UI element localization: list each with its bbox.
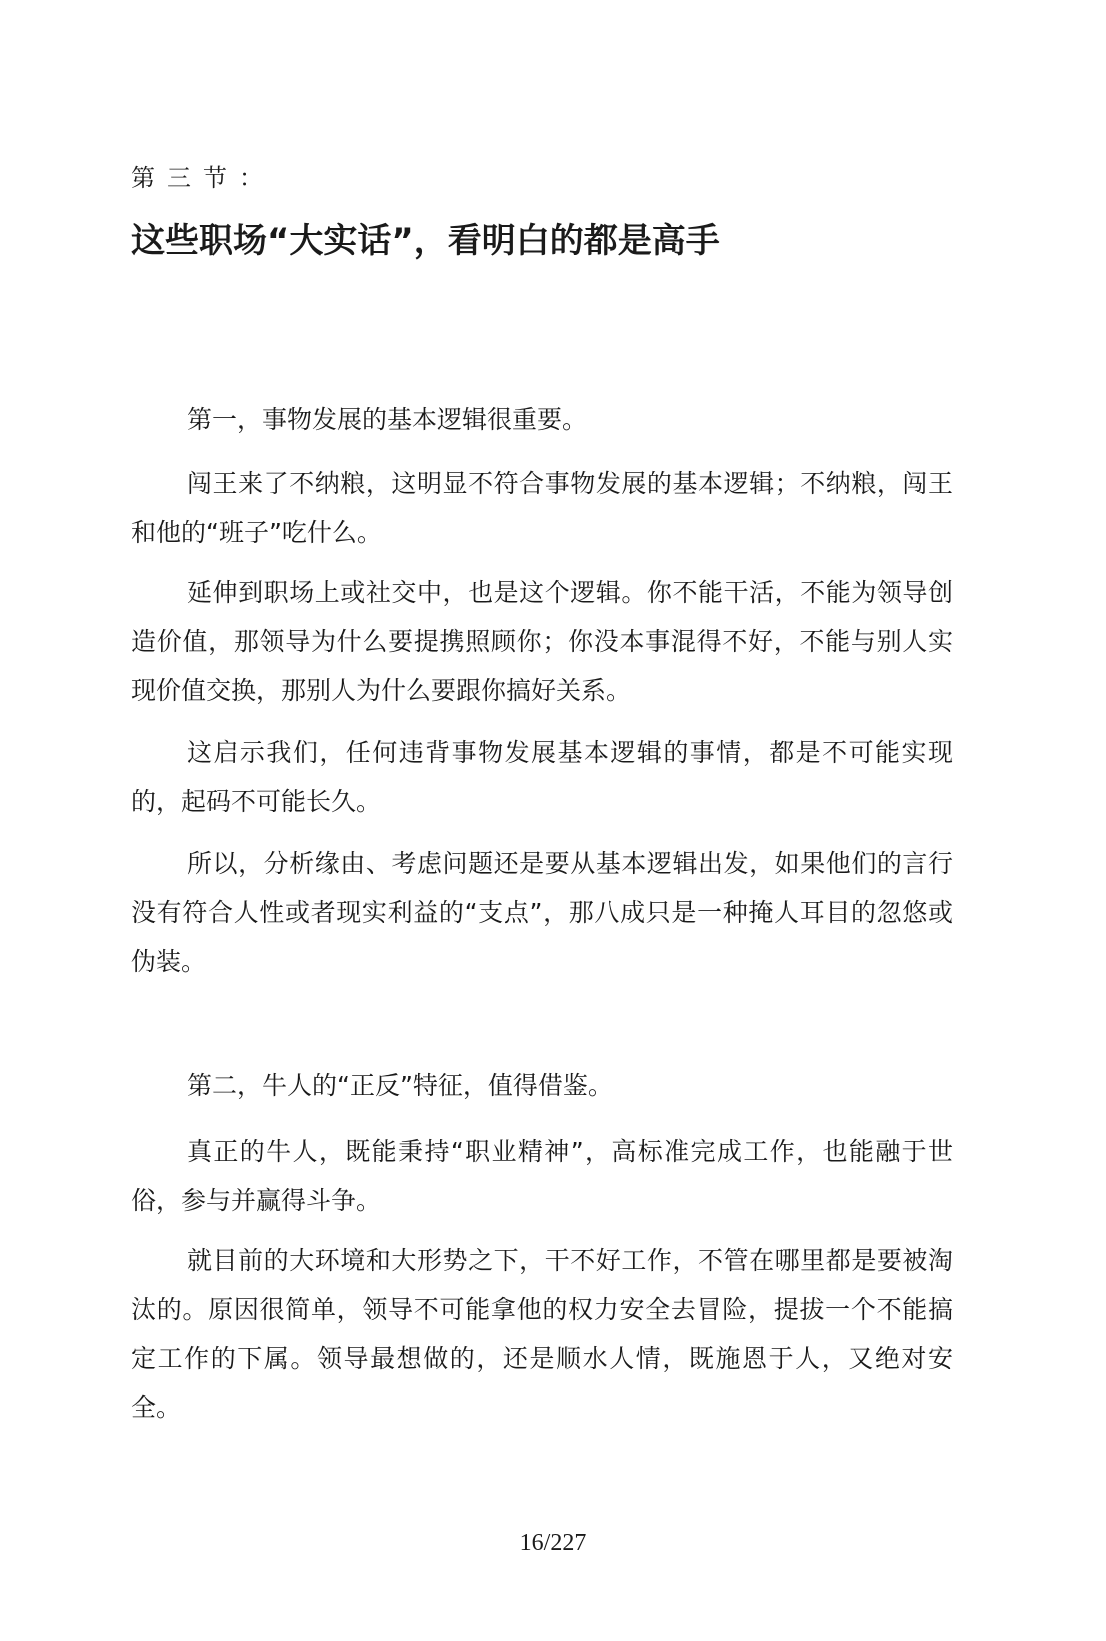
paragraph: 这启示我们，任何违背事物发展基本逻辑的事情，都是不可能实现的，起码不可能长久。 xyxy=(131,738,953,816)
section-label: 第三节： xyxy=(131,164,275,192)
paragraph: 所以，分析缘由、考虑问题还是要从基本逻辑出发，如果他们的言行没有符合人性或者现实利益的“支点”，那八成只是一种掩人耳目的忽悠或伪装。 xyxy=(131,849,953,976)
paragraph: 真正的牛人，既能秉持“职业精神”，高标准完成工作，也能融于世俗，参与并赢得斗争。 xyxy=(131,1137,953,1215)
section-title: 这些职场“大实话”，看明白的都是高手 xyxy=(131,221,720,261)
page-number: 16/227 xyxy=(519,1530,587,1556)
paragraph-heading-2: 第二，牛人的“正反”特征，值得借鉴。 xyxy=(187,1071,613,1100)
paragraph-heading-1: 第一，事物发展的基本逻辑很重要。 xyxy=(187,405,588,434)
paragraph: 就目前的大环境和大形势之下，干不好工作，不管在哪里都是要被淘汰的。原因很简单，领导不可能拿他的权力安全去冒险，提拔一个不能搞定工作的下属。领导最想做的，还是顺水人情，既施恩于人，又绝对安全。 xyxy=(131,1246,953,1422)
paragraph: 延伸到职场上或社交中，也是这个逻辑。你不能干活，不能为领导创造价值，那领导为什么要提携照顾你；你没本事混得不好，不能与别人实现价值交换，那别人为什么要跟你搞好关系。 xyxy=(131,578,953,705)
paragraph: 闯王来了不纳粮，这明显不符合事物发展的基本逻辑；不纳粮，闯王和他的“班子”吃什么。 xyxy=(131,469,953,547)
